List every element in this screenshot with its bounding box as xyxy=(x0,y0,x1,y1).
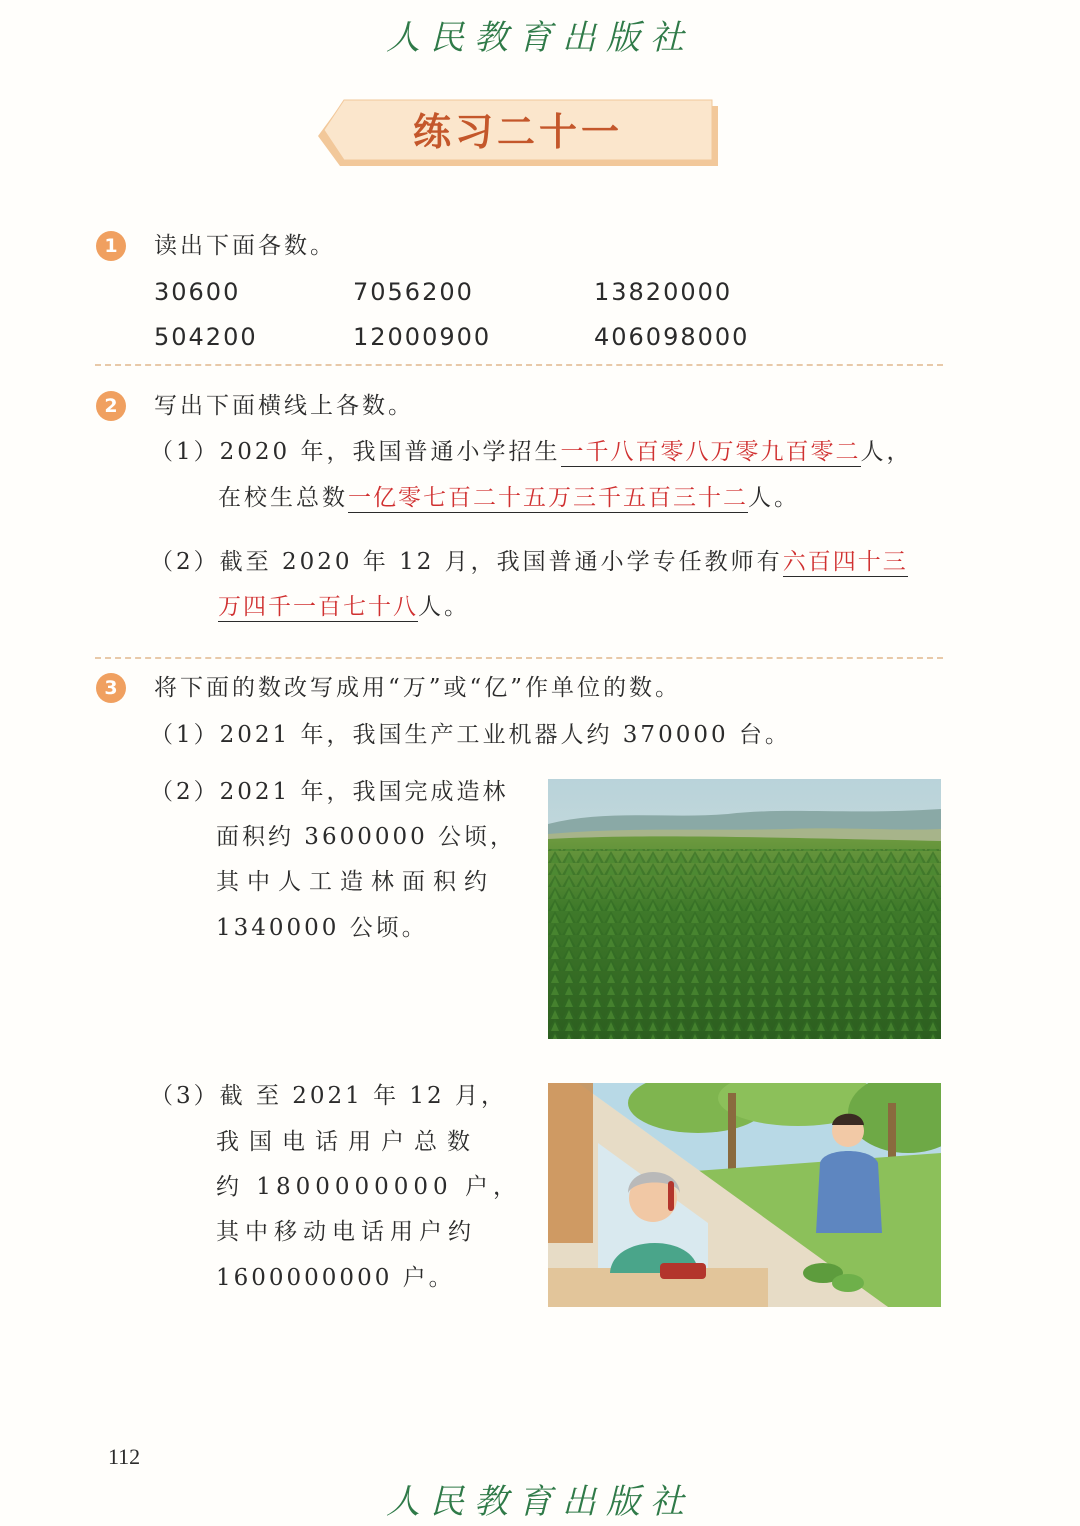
question-2-number-badge: 2 xyxy=(96,391,126,421)
part-text: 在校生总数 xyxy=(218,485,348,511)
number-item: 30600 xyxy=(154,278,241,306)
telephone-scene xyxy=(548,1083,941,1307)
part-text: 其中移动电话用户约 xyxy=(216,1219,477,1245)
part-label: （3） xyxy=(150,1083,220,1109)
part-text: 其中人工造林面积约 xyxy=(216,869,495,895)
part-text: 人。 xyxy=(748,485,800,511)
question-3-part-3 xyxy=(150,1081,507,1111)
question-1-number-badge: 1 xyxy=(96,231,126,261)
answer-underline: 六百四十三 xyxy=(782,549,908,575)
answer-underline: 一千八百零八万零九百零二 xyxy=(560,439,861,465)
part-text: 截至 2020 年 12 月，我国普通小学专任教师有 xyxy=(219,549,783,575)
exercise-title-banner xyxy=(318,98,718,166)
part-label: （1） xyxy=(150,722,220,748)
number-item: 504200 xyxy=(154,323,258,351)
part-text: 截 至 2021 年 12 月， xyxy=(219,1083,507,1109)
part-label: （1） xyxy=(150,439,220,465)
part-text: 人， xyxy=(860,439,913,465)
part-text: 2021 年，我国生产工业机器人约 370000 台。 xyxy=(219,722,791,748)
part-text: 1600000000 户。 xyxy=(216,1265,455,1291)
part-text: 1340000 公顷。 xyxy=(216,915,428,941)
part-text: 2021 年，我国完成造林 xyxy=(219,779,509,805)
question-2-prompt: 写出下面横线上各数。 xyxy=(154,393,414,419)
question-2-part-1 xyxy=(150,437,913,467)
part-text: 我国电话用户总数 xyxy=(216,1129,480,1155)
part-text: 人。 xyxy=(418,594,470,620)
page-number: 112 xyxy=(108,1444,141,1469)
question-2-part-2 xyxy=(150,547,908,577)
question-3-number-badge: 3 xyxy=(96,673,126,703)
part-text: 2020 年，我国普通小学招生 xyxy=(219,439,561,465)
question-3-part-2 xyxy=(150,777,509,807)
answer-underline: 万四千一百七十八 xyxy=(218,594,418,620)
question-1-prompt: 读出下面各数。 xyxy=(154,233,336,259)
forest-photo xyxy=(548,779,941,1039)
answer-underline: 一亿零七百二十五万三千五百三十二 xyxy=(348,485,748,511)
part-label: （2） xyxy=(150,549,220,575)
number-item: 13820000 xyxy=(594,278,733,306)
number-item: 7056200 xyxy=(353,278,474,306)
question-2-part-2-line-2 xyxy=(218,592,470,622)
section-divider xyxy=(95,364,943,366)
question-2-part-1-line-2 xyxy=(218,483,800,513)
publisher-footer: 人民教育出版社 xyxy=(386,1482,694,1522)
exercise-title: 练习二十一 xyxy=(412,109,623,154)
question-3-part-1 xyxy=(150,720,791,750)
question-3-prompt: 将下面的数改写成用“万”或“亿”作单位的数。 xyxy=(154,675,682,701)
section-divider xyxy=(95,657,943,659)
number-item: 406098000 xyxy=(594,323,750,351)
telephone-illustration xyxy=(548,1083,941,1307)
part-text: 面积约 3600000 公顷， xyxy=(216,824,517,850)
number-item: 12000900 xyxy=(353,323,492,351)
part-text: 约 1800000000 户， xyxy=(216,1174,521,1200)
publisher-header: 人民教育出版社 xyxy=(386,18,694,58)
part-label: （2） xyxy=(150,779,220,805)
forest-illustration xyxy=(548,779,941,1039)
